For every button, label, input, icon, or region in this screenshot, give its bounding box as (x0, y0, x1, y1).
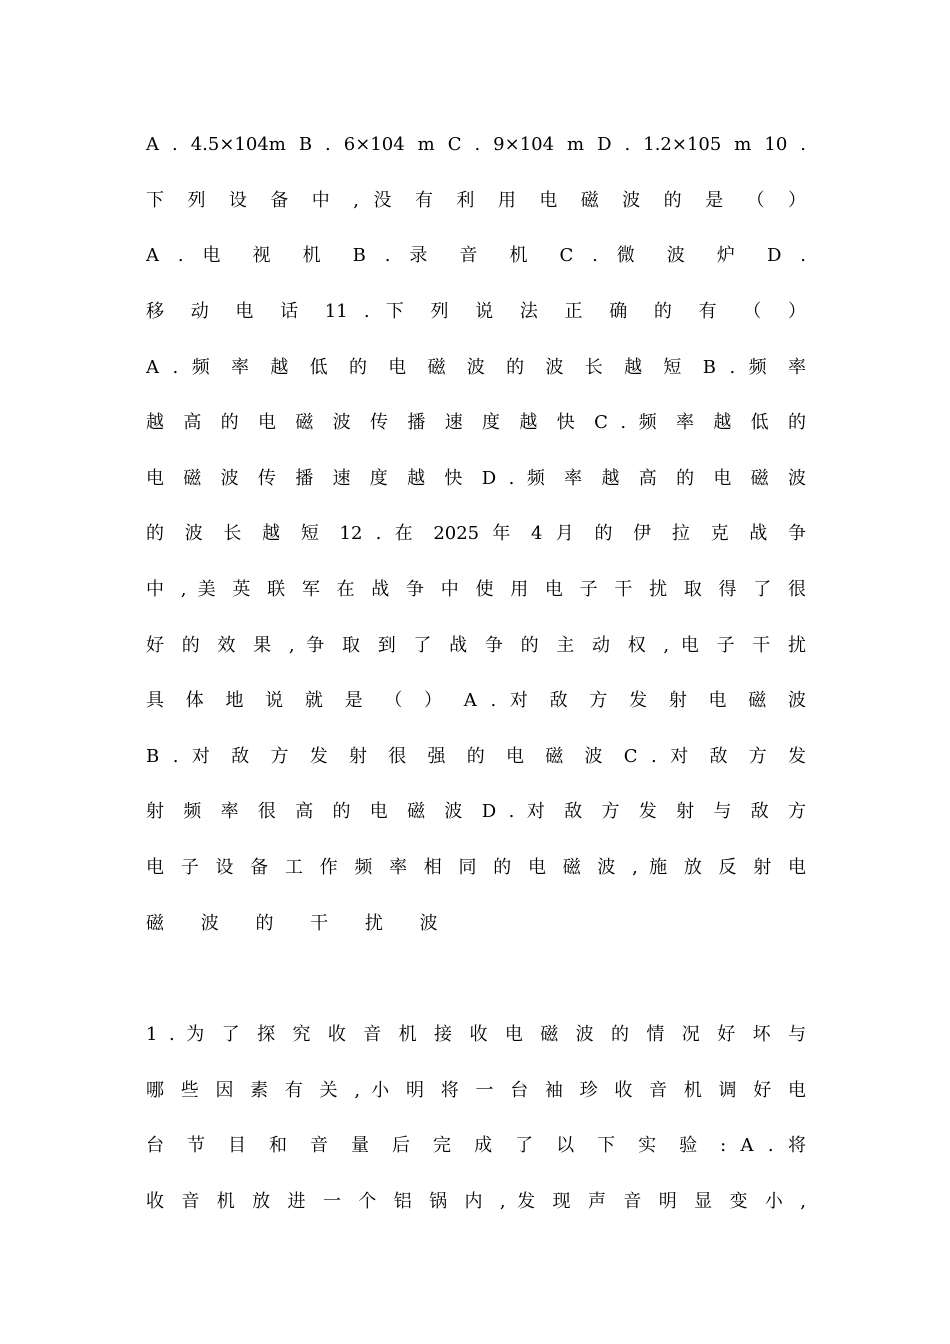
text-line: 的 波 长 越 短 12 . 在 2025 年 4 月 的 伊 拉 克 战 争 (146, 523, 806, 544)
text-line: 移 动 电 话 11 . 下 列 说 法 正 确 的 有 （ ） (146, 301, 806, 322)
text-line: 台 节 目 和 音 量 后 完 成 了 以 下 实 验 : A . 将 (146, 1135, 806, 1156)
text-line: 下 列 设 备 中 , 没 有 利 用 电 磁 波 的 是 （ ） (146, 190, 806, 211)
text-line: 中 , 美 英 联 军 在 战 争 中 使 用 电 子 干 扰 取 得 了 很 (146, 579, 806, 600)
text-line: A . 电 视 机 B . 录 音 机 C . 微 波 炉 D . (146, 245, 806, 266)
text-line: 射 频 率 很 高 的 电 磁 波 D . 对 敌 方 发 射 与 敌 方 (146, 801, 806, 822)
text-line: A . 频 率 越 低 的 电 磁 波 的 波 长 越 短 B . 频 率 (146, 357, 806, 378)
text-line: 具 体 地 说 就 是 （ ） A . 对 敌 方 发 射 电 磁 波 (146, 690, 806, 711)
text-line: 越 高 的 电 磁 波 传 播 速 度 越 快 C . 频 率 越 低 的 (146, 412, 806, 433)
text-line: 电 磁 波 传 播 速 度 越 快 D . 频 率 越 高 的 电 磁 波 (146, 468, 806, 489)
text-line: 磁 波 的 干 扰 波 (146, 913, 454, 934)
text-line: A . 4.5×104m B . 6×104 m C . 9×104 m D . 1.2×105 m 10 . (146, 134, 806, 155)
text-line: B . 对 敌 方 发 射 很 强 的 电 磁 波 C . 对 敌 方 发 (146, 746, 806, 767)
text-line: 收 音 机 放 进 一 个 铝 锅 内 , 发 现 声 音 明 显 变 小 , (146, 1191, 806, 1212)
text-line: 好 的 效 果 , 争 取 到 了 战 争 的 主 动 权 , 电 子 干 扰 (146, 635, 806, 656)
text-line: 电 子 设 备 工 作 频 率 相 同 的 电 磁 波 , 施 放 反 射 电 (146, 857, 806, 878)
text-line: 1 . 为 了 探 究 收 音 机 接 收 电 磁 波 的 情 况 好 坏 与 (146, 1024, 806, 1045)
text-line: 哪 些 因 素 有 关 , 小 明 将 一 台 袖 珍 收 音 机 调 好 电 (146, 1080, 806, 1101)
